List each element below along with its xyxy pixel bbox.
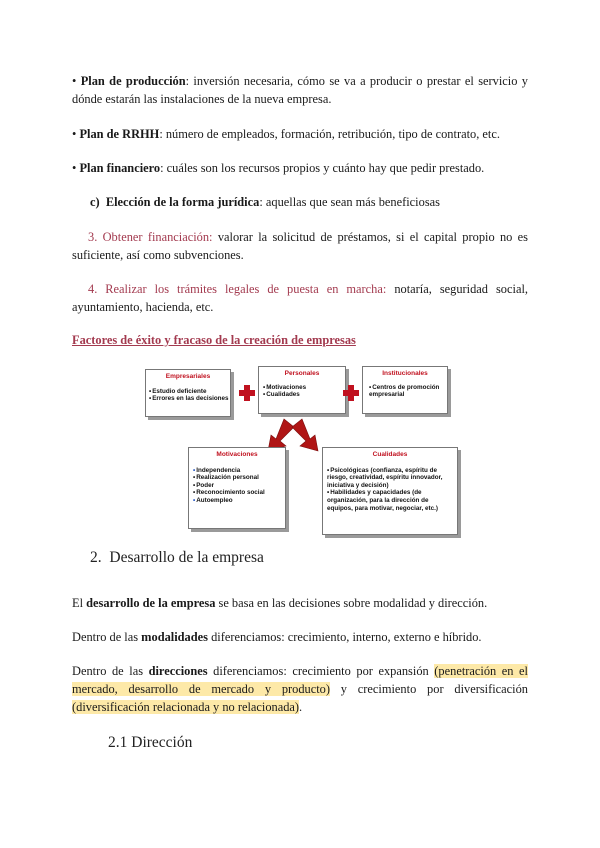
direcciones-text2: y crecimiento por diversificación: [330, 682, 528, 696]
modalidades-bold: modalidades: [141, 630, 208, 644]
factores-heading-link[interactable]: Factores de éxito y fracaso de la creación de empresas: [72, 333, 356, 347]
personales-item: • Motivaciones: [263, 384, 345, 392]
bullet: •: [72, 74, 77, 88]
section-2-1-title: Dirección: [131, 734, 193, 751]
empresariales-item: • Errores en las decisiones: [149, 395, 230, 403]
motivaciones-item: • Autoempleo: [193, 497, 283, 505]
direcciones-highlight-1: (penetración en el mercado, desarrollo de mercado y producto): [72, 664, 528, 696]
empresariales-box: [145, 369, 231, 417]
eleccion-title: Elección de la forma jurídica: [105, 195, 260, 209]
plan-produccion-paragraph: [72, 72, 528, 108]
motivaciones-item: • Realización personal: [193, 474, 283, 482]
modalidades-paragraph: [72, 628, 528, 646]
empresariales-item: • Estudio deficiente: [149, 388, 230, 396]
direcciones-paragraph: [72, 662, 528, 716]
modalidades-text: diferenciamos: crecimiento, interno, externo e híbrido.: [207, 630, 482, 644]
factores-heading[interactable]: [72, 331, 528, 349]
tramites-paragraph: [72, 280, 528, 316]
financiacion-paragraph: [72, 228, 528, 264]
personales-box: [258, 366, 346, 414]
motivaciones-item: • Reconocimiento social: [193, 489, 283, 497]
eleccion-letter: c): [90, 195, 100, 209]
section-2-number: 2.: [90, 549, 102, 566]
direcciones-pre: Dentro de las: [72, 664, 149, 678]
financiacion-step: 3. Obtener financiación:: [88, 230, 213, 244]
tramites-text: notaría, seguridad social, ayuntamiento, hacienda, etc.: [72, 282, 528, 314]
direcciones-highlight-2: (diversificación relacionada y no relacionada): [72, 700, 300, 714]
tramites-step: 4. Realizar los trámites legales de puesta en marcha:: [88, 282, 387, 296]
desarrollo-text: se basa en las decisiones sobre modalidad y dirección.: [215, 596, 488, 610]
eleccion-text: : aquellas que sean más beneficiosas: [259, 195, 440, 209]
plan-financiero-text: : cuáles son los recursos propios y cuánto hay que pedir prestado.: [160, 161, 485, 175]
empresariales-title: Empresariales: [165, 373, 211, 380]
plus-icon: [239, 385, 255, 401]
cualidades-title: Cualidades: [372, 451, 408, 458]
bullet: •: [72, 127, 77, 141]
section-2-title: Desarrollo de la empresa: [109, 549, 264, 566]
plan-produccion-title: Plan de producción: [80, 74, 186, 88]
plan-financiero-paragraph: [72, 159, 528, 177]
institucionales-box: [362, 366, 448, 414]
institucionales-title: Institucionales: [382, 370, 428, 377]
direcciones-end: .: [299, 700, 303, 714]
financiacion-text: valorar la solicitud de préstamos, si el capital propio no es suficiente, así como subvenciones.: [72, 230, 528, 262]
direcciones-bold: direcciones: [148, 664, 208, 678]
personales-title: Personales: [284, 370, 320, 377]
plus-icon: [343, 385, 359, 401]
direcciones-text1: diferenciamos: crecimiento por expansión: [207, 664, 435, 678]
plan-rrhh-title: Plan de RRHH: [79, 127, 160, 141]
arrow-down-right-icon: [292, 419, 318, 451]
cualidades-item: • Psicológicas (confianza, espíritu de riesgo, creatividad, espíritu innovador, iniciativa y decisión): [327, 467, 453, 490]
institucionales-item: • Centros de promoción empresarial: [369, 384, 443, 399]
desarrollo-paragraph: [72, 594, 528, 612]
motivaciones-item: • Poder: [193, 482, 283, 490]
motivaciones-item: • Independencia: [193, 467, 283, 475]
motivaciones-title: Motivaciones: [216, 451, 258, 458]
section-2-1-number: 2.1: [108, 734, 128, 751]
bullet: •: [72, 161, 77, 175]
plan-produccion-text: : inversión necesaria, cómo se va a producir o prestar el servicio y dónde estarán las instalaciones de la nueva empresa.: [72, 74, 528, 106]
cualidades-item: • Habilidades y capacidades (de organización, para la dirección de equipos, para motivar, negociar, etc.): [327, 489, 453, 512]
desarrollo-bold: desarrollo de la empresa: [86, 596, 216, 610]
desarrollo-pre: El: [72, 596, 87, 610]
section-2-1-heading: [108, 734, 192, 752]
motivaciones-box: [188, 447, 286, 529]
modalidades-pre: Dentro de las: [72, 630, 142, 644]
plan-financiero-title: Plan financiero: [79, 161, 161, 175]
cualidades-box: [322, 447, 458, 535]
section-2-heading: [90, 549, 264, 567]
plan-rrhh-paragraph: [72, 125, 528, 143]
plan-rrhh-text: : número de empleados, formación, retribución, tipo de contrato, etc.: [159, 127, 500, 141]
eleccion-paragraph: [90, 193, 530, 211]
personales-item: • Cualidades: [263, 391, 345, 399]
